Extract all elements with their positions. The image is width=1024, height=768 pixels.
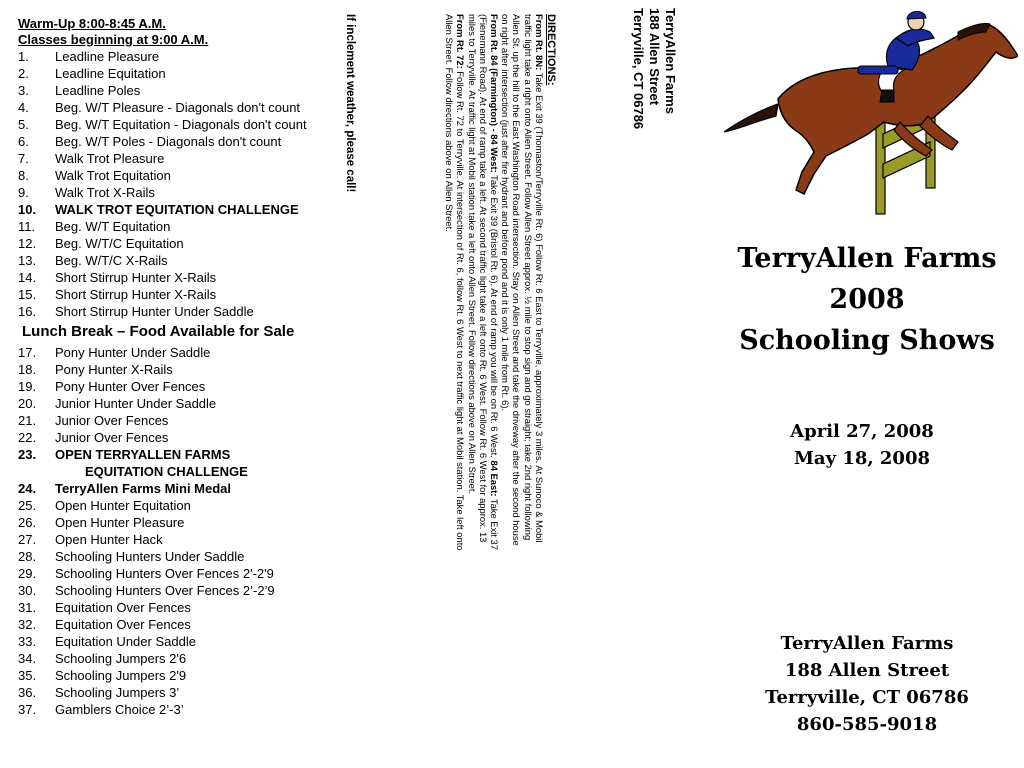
class-number: 12. (18, 236, 37, 251)
class-schedule (18, 16, 348, 718)
directions-rt72-label: From Rt. 72: (455, 14, 467, 69)
class-item (18, 667, 348, 684)
show-title (712, 238, 1022, 361)
show-title-line3: Schooling Shows (739, 325, 995, 356)
class-item (18, 167, 348, 184)
class-number: 20. (18, 396, 37, 411)
class-list-morning (18, 48, 348, 320)
class-item (18, 650, 348, 667)
return-address-line2: 188 Allen Street (647, 8, 662, 106)
class-item (18, 218, 348, 235)
class-number: 13. (18, 253, 37, 268)
class-item (18, 65, 348, 82)
class-number: 25. (18, 498, 37, 513)
class-item (18, 599, 348, 616)
class-name: Equitation Under Saddle (55, 634, 196, 649)
class-number: 5. (18, 117, 29, 132)
class-number: 4. (18, 100, 29, 115)
class-item (18, 303, 348, 320)
class-name: Junior Over Fences (55, 430, 169, 445)
class-item (18, 684, 348, 701)
class-item (18, 286, 348, 303)
class-item (18, 548, 348, 565)
class-number: 11. (18, 219, 36, 234)
class-number: 18. (18, 362, 37, 377)
class-number: 8. (18, 168, 29, 183)
class-item (18, 252, 348, 269)
class-name: Pony Hunter Under Saddle (55, 345, 211, 360)
return-address-line3: Terryville, CT 06786 (631, 8, 646, 130)
class-name: Junior Over Fences (55, 413, 169, 428)
class-number: 19. (18, 379, 37, 394)
class-item (18, 497, 348, 514)
class-number: 21. (18, 413, 37, 428)
class-name: Schooling Jumpers 2'9 (55, 668, 187, 683)
class-name: Leadline Poles (55, 83, 141, 98)
class-number: 10. (18, 202, 37, 217)
show-title-line2: 2008 (829, 284, 905, 315)
class-name: Schooling Jumpers 2'6 (55, 651, 187, 666)
class-number: 31. (18, 600, 37, 615)
class-name: TerryAllen Farms Mini Medal (55, 481, 232, 496)
class-number: 3. (18, 83, 29, 98)
class-number: 9. (18, 185, 29, 200)
class-number: 30. (18, 583, 37, 598)
class-number: 29. (18, 566, 37, 581)
class-number: 2. (18, 66, 29, 81)
class-number: 34. (18, 651, 37, 666)
class-item (18, 269, 348, 286)
class-name: Open Hunter Equitation (55, 498, 191, 513)
directions-rt8-label: From Rt. 8N: (533, 14, 545, 71)
horse-jumping-illustration (718, 4, 1018, 219)
class-item (18, 184, 348, 201)
class-number: 27. (18, 532, 37, 547)
class-number: 17. (18, 345, 37, 360)
warmup-time: Warm-Up 8:00-8:45 A.M. (18, 16, 166, 31)
directions-rt84-label: From Rt. 84 (Farmington) - 84 West: (488, 14, 500, 173)
class-name: Beg. W/T Pleasure - Diagonals don't count (55, 100, 301, 115)
class-item (18, 531, 348, 548)
class-name: Short Stirrup Hunter X-Rails (55, 287, 217, 302)
contact-name: TerryAllen Farms (780, 633, 954, 654)
class-name: Short Stirrup Hunter X-Rails (55, 270, 217, 285)
class-name: EQUITATION CHALLENGE (85, 464, 248, 479)
class-list-afternoon (18, 344, 348, 718)
class-name: WALK TROT EQUITATION CHALLENGE (55, 202, 299, 217)
class-item (18, 150, 348, 167)
contact-street: 188 Allen Street (784, 660, 950, 681)
class-item (18, 133, 348, 150)
class-name: Junior Hunter Under Saddle (55, 396, 217, 411)
class-name: Beg. W/T Poles - Diagonals don't count (55, 134, 282, 149)
class-number: 16. (18, 304, 37, 319)
class-name: Pony Hunter X-Rails (55, 362, 173, 377)
class-item (18, 361, 348, 378)
class-item (18, 116, 348, 133)
class-name: Schooling Hunters Over Fences 2’-2’9 (55, 583, 275, 598)
class-item (18, 201, 348, 218)
class-number: 23. (18, 447, 37, 462)
show-date-1: April 27, 2008 (790, 421, 934, 442)
directions-rt84-mid: Take Exit 39 (Bristol Rt. 6). At end of ramp you will be on Rt. 6 West. (488, 172, 500, 461)
class-name: Leadline Equitation (55, 66, 166, 81)
class-name: Walk Trot Equitation (55, 168, 171, 183)
class-item (18, 446, 348, 463)
directions-rt8 (500, 14, 545, 554)
contact-city: Terryville, CT 06786 (765, 687, 969, 708)
class-name: OPEN TERRYALLEN FARMS (55, 447, 231, 462)
class-name: Schooling Jumpers 3’ (55, 685, 180, 700)
class-name: Open Hunter Hack (55, 532, 163, 547)
class-number: 28. (18, 549, 37, 564)
show-dates (712, 418, 1012, 472)
class-name: Beg. W/T Equitation (55, 219, 171, 234)
class-item (18, 235, 348, 252)
class-item (18, 565, 348, 582)
class-number: 33. (18, 634, 37, 649)
directions-title: DIRECTIONS: (545, 14, 557, 86)
class-name: Schooling Hunters Under Saddle (55, 549, 245, 564)
class-item (18, 701, 348, 718)
show-title-line1: TerryAllen Farms (737, 243, 997, 274)
class-name: Open Hunter Pleasure (55, 515, 185, 530)
return-address-line1: TerryAllen Farms (663, 8, 678, 114)
class-item (18, 344, 348, 361)
class-number: 26. (18, 515, 37, 530)
directions-rt72-text: Follow Rt. 72 to Terryville. At intersection of Rt. 6, follow Rt. 6 West to next traffic light at Mobil station. Take left onto Allen Street. Follow directions above on Allen Street. (444, 14, 467, 551)
directions-rt84-text: Take Exit 37 (Fienemann Road). At end of ramp take a left. At second traffic light take a left onto Rt. 6 West. Follow Rt. 6 West for approx. 13 miles to Terryville. At traffic light at Mobil station take a left onto Allen Street. Follow directions above on Allen Street. (466, 14, 500, 550)
weather-note: If inclement weather, please call! (344, 14, 356, 193)
class-name: Walk Trot Pleasure (55, 151, 165, 166)
class-name: Equitation Over Fences (55, 600, 191, 615)
class-number: 32. (18, 617, 37, 632)
class-number: 36. (18, 685, 37, 700)
class-item (18, 463, 348, 480)
class-name: Equitation Over Fences (55, 617, 191, 632)
class-name: Beg. W/T Equitation - Diagonals don't count (55, 117, 307, 132)
class-number: 22. (18, 430, 37, 445)
directions-rt72 (444, 14, 466, 554)
class-item (18, 82, 348, 99)
class-item (18, 480, 348, 497)
directions-rt84-east-label: 84 East: (488, 460, 500, 497)
class-item (18, 412, 348, 429)
class-item (18, 395, 348, 412)
class-item (18, 582, 348, 599)
horse-icon (724, 23, 1018, 194)
class-name: Beg. W/T/C Equitation (55, 236, 184, 251)
lunch-break: Lunch Break – Food Available for Sale (22, 323, 295, 340)
directions-rt84 (466, 14, 500, 554)
class-item (18, 429, 348, 446)
class-item (18, 378, 348, 395)
class-number: 37. (18, 702, 37, 717)
directions (444, 14, 556, 554)
class-name: Schooling Hunters Over Fences 2'-2'9 (55, 566, 274, 581)
classes-begin-time: Classes beginning at 9:00 A.M. (18, 32, 209, 47)
class-name: Walk Trot X-Rails (55, 185, 155, 200)
class-item (18, 48, 348, 65)
class-item (18, 616, 348, 633)
class-name: Beg. W/T/C X-Rails (55, 253, 168, 268)
class-number: 24. (18, 481, 37, 496)
class-item (18, 99, 348, 116)
class-number: 1. (18, 49, 29, 64)
class-name: Short Stirrup Hunter Under Saddle (55, 304, 254, 319)
class-number: 6. (18, 134, 29, 149)
class-number: 15. (18, 287, 37, 302)
class-name: Leadline Pleasure (55, 49, 160, 64)
contact-info (712, 630, 1022, 738)
class-name: Pony Hunter Over Fences (55, 379, 206, 394)
contact-phone: 860-585-9018 (796, 714, 938, 735)
class-number: 35. (18, 668, 37, 683)
show-date-2: May 18, 2008 (794, 448, 930, 469)
directions-rt8-text: Take Exit 39 (Thomaston/Terryville Rt. 6) Follow Rt. 6 East to Terryville, approximately 3 miles. At Sunoco & Mobil traffic light take a right onto Allen Street. Follow Allen Street approx. ½ mile to stop sign and go straight; take 2nd right following Allen St. up the hill to the East Washington Road intersection. Stay on Allen Street and take the driveway after the second house on right after intersection (just after fire hydrant and before pond and it is only 1 mile from Rt. 6). (500, 14, 545, 546)
class-item (18, 633, 348, 650)
return-address (630, 8, 678, 268)
class-number: 14. (18, 270, 37, 285)
class-item (18, 514, 348, 531)
class-number: 7. (18, 151, 29, 166)
class-name: Gamblers Choice 2’-3’ (55, 702, 184, 717)
